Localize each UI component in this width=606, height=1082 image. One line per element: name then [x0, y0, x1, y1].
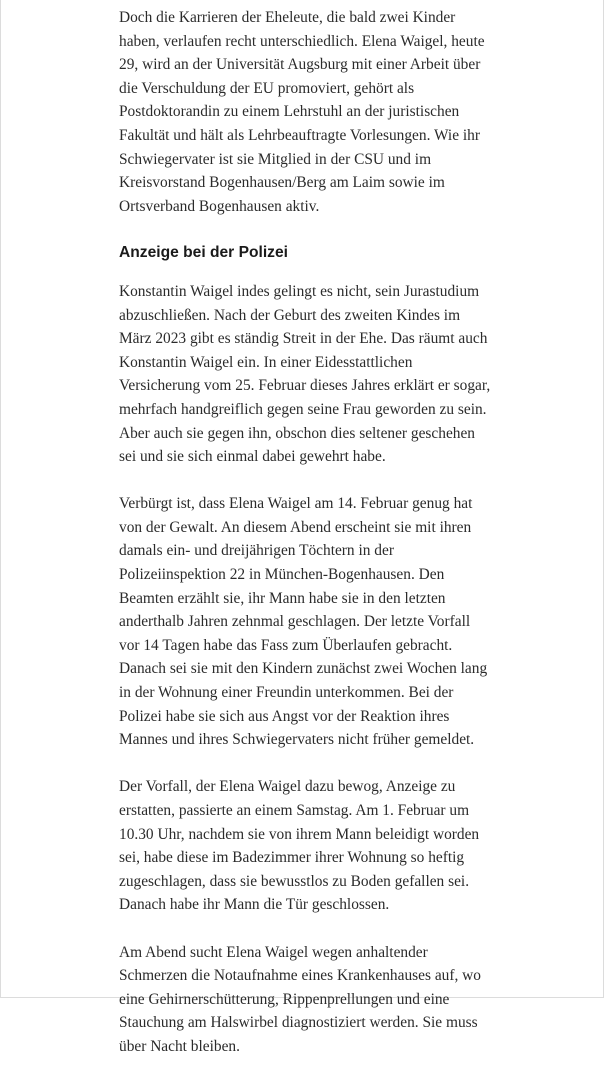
article-paragraph: Doch die Karrieren der Eheleute, die bald zwei Kinder haben, verlaufen recht unterschiedlich. Elena Waigel, heute 29, wird an der Universität Augsburg mit einer Arbeit über die Verschuldung der EU promoviert, gehört als Postdoktorandin zu einem Lehrstuhl an der juristischen Fakultät und hält als Lehrbeauftragte Vorlesungen. Wie ihr Schwiegervater ist sie Mitglied in der CSU und im Kreisvorstand Bogenhausen/Berg am Laim sowie im Ortsverband Bogenhausen aktiv. — [119, 9, 485, 215]
article-paragraph: Konstantin Waigel indes gelingt es nicht, sein Jurastudium abzuschließen. Nach der Geburt des zweiten Kindes im März 2023 gibt es ständig Streit in der Ehe. Das räumt auch Konstantin Waigel ein. In einer Eidesstattlichen Versicherung vom 25. Februar dieses Jahres erklärt er sogar, mehrfach handgreiflich gegen seine Frau geworden zu sein. Aber auch sie gegen ihn, obschon dies seltener geschehen sei und sie sich einmal dabei gewehrt habe. — [119, 282, 491, 466]
article-paragraph: Der Vorfall, der Elena Waigel dazu bewog, Anzeige zu erstatten, passierte an einem Samstag. Am 1. Februar um 10.30 Uhr, nachdem sie von ihrem Mann beleidigt worden sei, habe diese im Badezimmer ihrer Wohnung so heftig zugeschlagen, dass sie bewusstlos zu Boden gefallen sei. Danach habe ihr Mann die Tür geschlossen. — [119, 778, 480, 914]
article-paragraph: Am Abend sucht Elena Waigel wegen anhaltender Schmerzen die Notaufnahme eines Krankenhauses auf, wo eine Gehirnerschütterung, Rippenprellungen und eine Stauchung am Halswirbel diagnostiziert werden. Sie muss über Nacht bleiben. — [119, 943, 481, 1055]
section-heading: Anzeige bei der Polizei — [119, 243, 288, 261]
article-paragraph: Verbürgt ist, dass Elena Waigel am 14. Februar genug hat von der Gewalt. An diesem Abend erscheint sie mit ihren damals ein- und dreijährigen Töchtern in der Polizeiinspektion 22 in München-Bogenhausen. Den Beamten erzählt sie, ihr Mann habe sie in den letzten anderthalb Jahren zehnmal geschlagen. Der letzte Vorfall vor 14 Tagen habe das Fass zum Überlaufen gebracht. Danach sei sie mit den Kindern zunächst zwei Wochen lang in der Wohnung einer Freundin unterkommen. Bei der Polizei habe sie sich aus Angst vor der Reaktion ihres Mannes und ihres Schwiegervaters nicht früher gemeldet. — [119, 495, 488, 749]
article-body — [119, 6, 491, 1082]
